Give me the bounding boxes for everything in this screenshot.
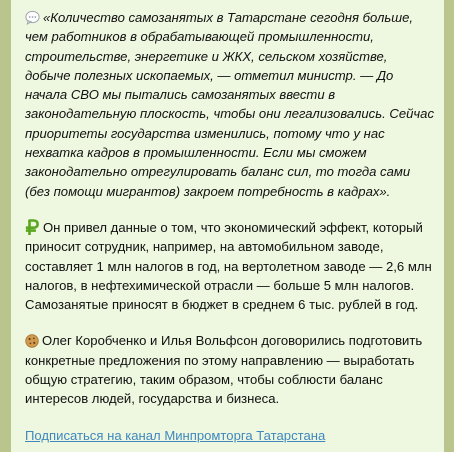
message-bubble [11,0,444,452]
message-paragraph-agreement [25,331,436,408]
message-paragraph-tax-data [25,218,436,314]
subscribe-link[interactable]: Подписаться на канал Минпромторга Татарстана [25,427,326,443]
quote-text: «Количество самозанятых в Татарстане сегодня больше, чем работников в обрабатывающей промышленности, строительстве, энергетике и ЖКХ, сельском хозяйстве, добыче полезных ископаемых, — отметил министр. — До начала СВО мы пытались самозанятых ввести в законодательную плоскость, чтобы они легализовались. Сейчас приоритеты государства изменились, потому что у нас нехватка кадров в промышленности. Если мы сможем законодательно отрегулировать баланс сил, то тогда сами (без помощи мигрантов) закроем потребность в кадрах». [25,10,434,199]
speech-bubble-icon [25,10,40,25]
cookie-icon [25,334,39,348]
ruble-sign-icon [25,219,40,235]
subscribe-line [25,426,436,445]
message-paragraph-quote [25,8,436,201]
tax-data-text: Он привел данные о том, что экономический эффект, который приносит сотрудник, например, на автомобильном заводе, составляет 1 млн налогов в год, на вертолетном заводе — 2,6 млн налогов, в нефтехимической отрасли — больше 5 млн налогов. Самозанятые приносят в бюджет в среднем 6 тыс. рублей в год. [25,219,432,313]
agreement-text: Олег Коробченко и Илья Вольфсон договорились подготовить конкретные предложения по этому направлению — выработать общую стратегию, таким образом, чтобы соблюсти баланс интересов людей, государства и бизнеса. [25,333,423,407]
